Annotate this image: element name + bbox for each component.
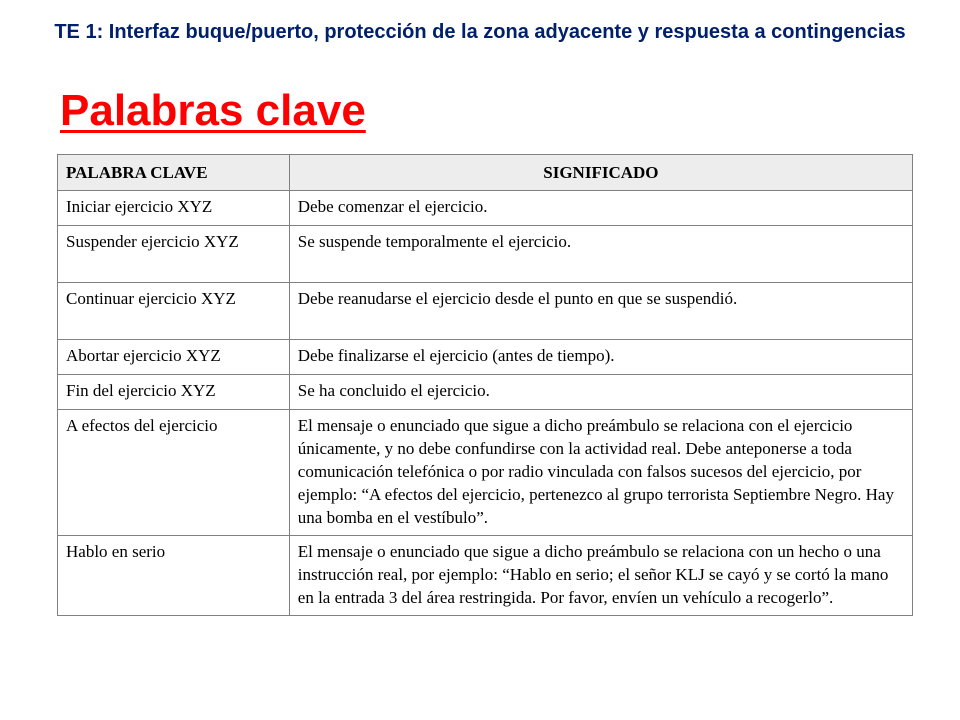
table-row — [58, 191, 913, 226]
meaning-cell: El mensaje o enunciado que sigue a dicho preámbulo se relaciona con el ejercicio únicamente, y no debe confundirse con la actividad real. Debe anteponerse a toda comunicación telefónica o por radio vinculada con falsos sucesos del ejercicio, por ejemplo: “A efectos del ejercicio, pertenezco al grupo terrorista Septiembre Negro. Hay una bomba en el vestíbulo”. — [289, 410, 912, 536]
keyword-cell: Fin del ejercicio XYZ — [58, 375, 290, 410]
table-row — [58, 283, 913, 340]
keywords-table — [57, 154, 913, 616]
meaning-cell: Se suspende temporalmente el ejercicio. — [289, 226, 912, 283]
meaning-cell: Debe reanudarse el ejercicio desde el punto en que se suspendió. — [289, 283, 912, 340]
keyword-cell: Hablo en serio — [58, 536, 290, 616]
table-row — [58, 340, 913, 375]
meaning-cell: Debe finalizarse el ejercicio (antes de tiempo). — [289, 340, 912, 375]
keyword-cell: Iniciar ejercicio XYZ — [58, 191, 290, 226]
section-heading: Palabras clave — [60, 86, 366, 135]
keyword-cell: Abortar ejercicio XYZ — [58, 340, 290, 375]
table-row — [58, 536, 913, 616]
meaning-cell: El mensaje o enunciado que sigue a dicho preámbulo se relaciona con un hecho o una instrucción real, por ejemplo: “Hablo en serio; el señor KLJ se cayó y se cortó la mano en la entrada 3 del área restringida. Por favor, envíen un vehículo a recogerlo”. — [289, 536, 912, 616]
meaning-cell: Debe comenzar el ejercicio. — [289, 191, 912, 226]
keyword-cell: A efectos del ejercicio — [58, 410, 290, 536]
table-row — [58, 375, 913, 410]
meaning-cell: Se ha concluido el ejercicio. — [289, 375, 912, 410]
keyword-cell: Suspender ejercicio XYZ — [58, 226, 290, 283]
keyword-cell: Continuar ejercicio XYZ — [58, 283, 290, 340]
slide-title: TE 1: Interfaz buque/puerto, protección de la zona adyacente y respuesta a contingencias — [54, 21, 906, 43]
column-header-meaning: SIGNIFICADO — [289, 155, 912, 191]
column-header-keyword: PALABRA CLAVE — [58, 155, 290, 191]
table-row — [58, 226, 913, 283]
table-row — [58, 410, 913, 536]
table-header-row — [58, 155, 913, 191]
